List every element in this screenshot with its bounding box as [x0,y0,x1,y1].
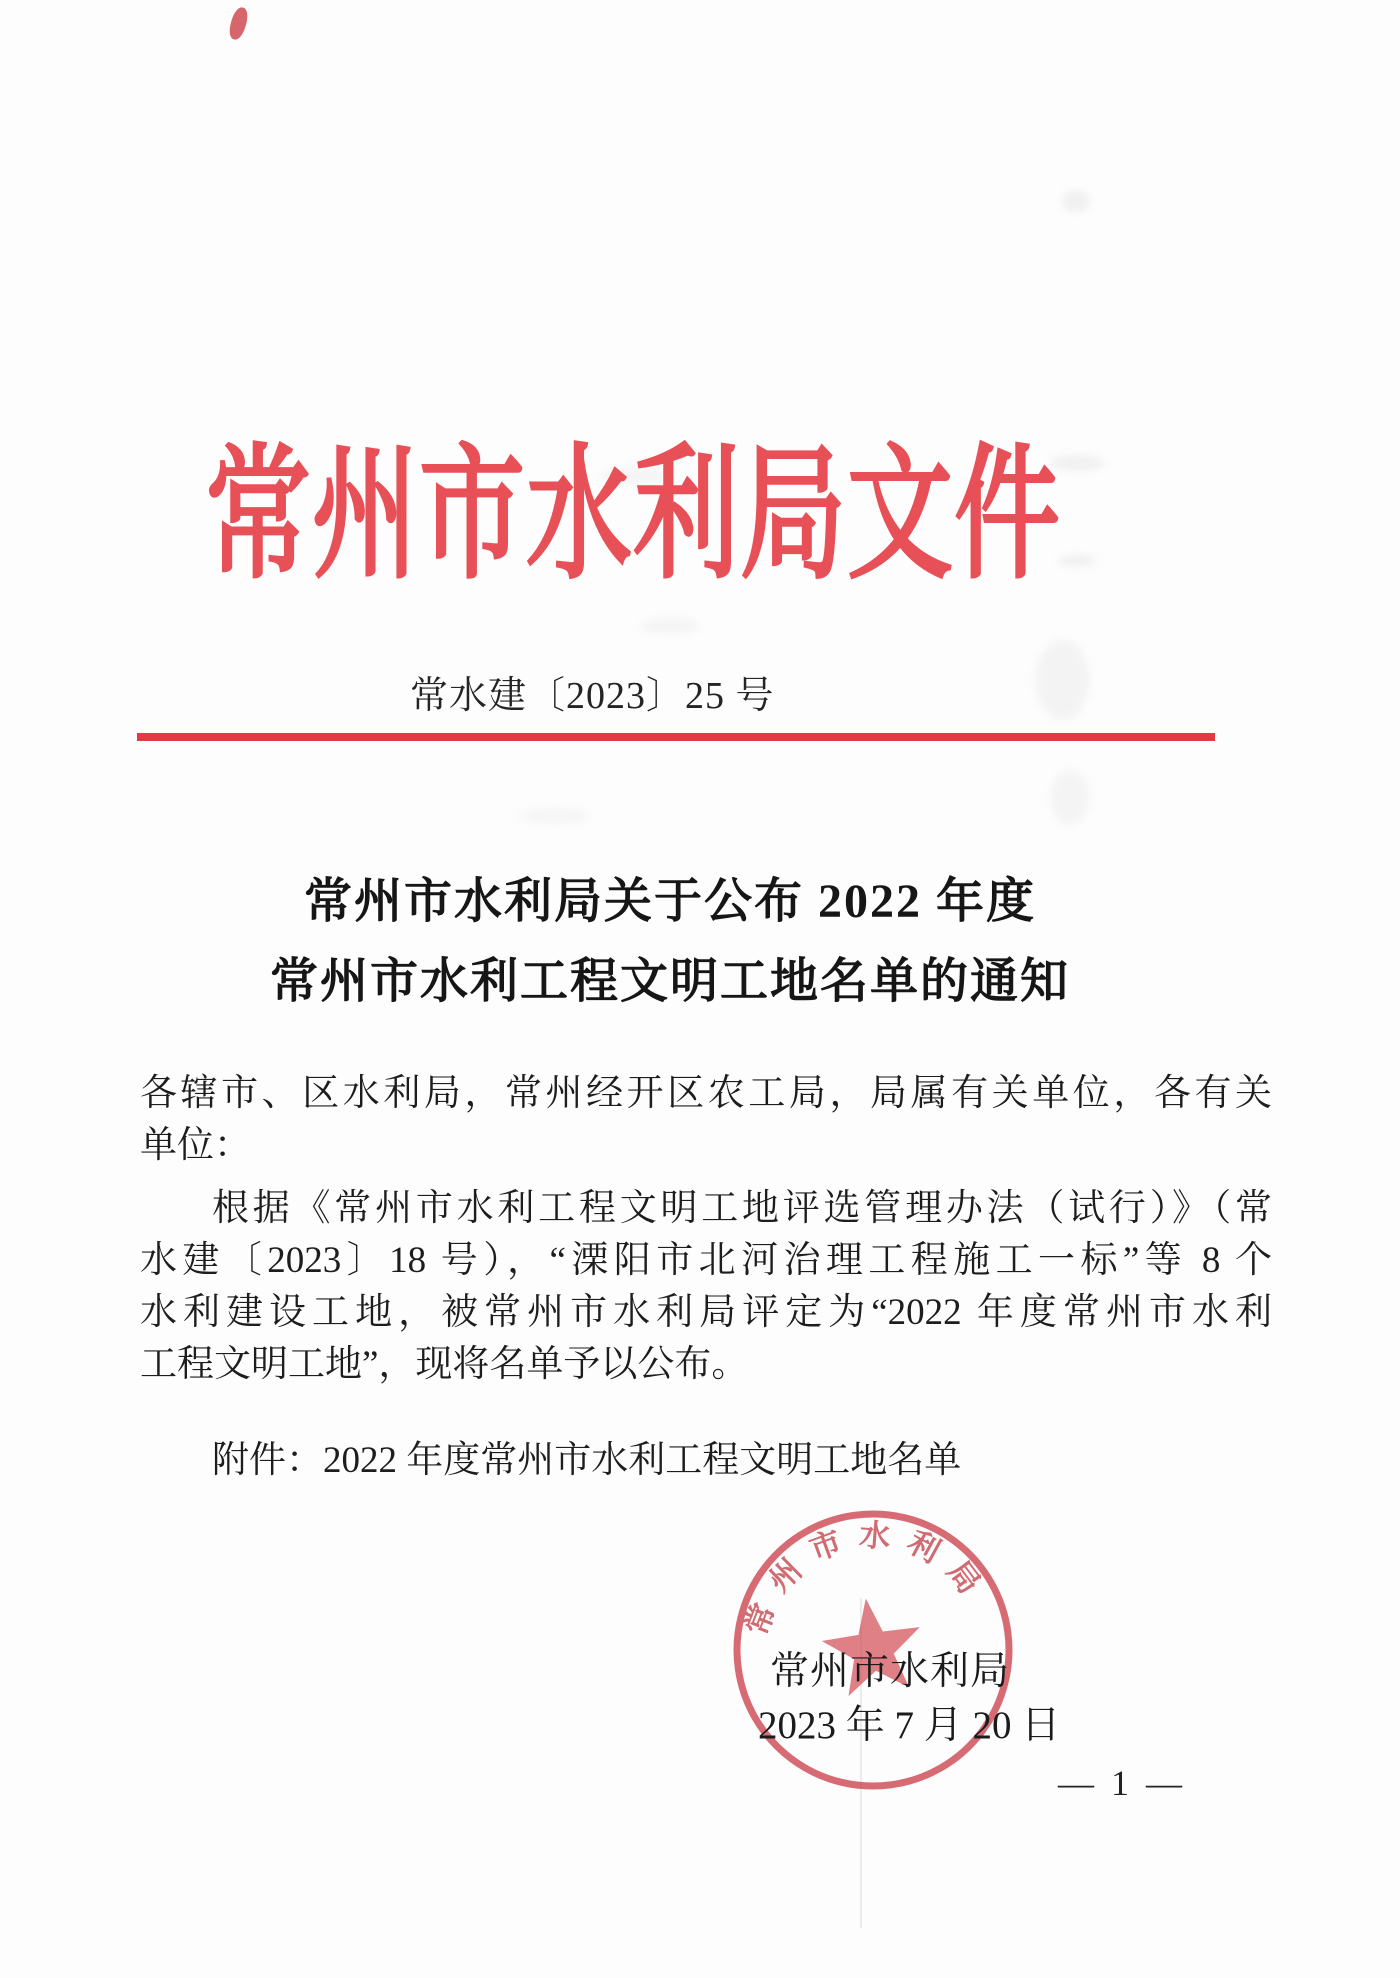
paper-bleedthrough-smudge [520,808,590,824]
body-paragraph-line: 工程文明工地”，现将名单予以公布。 [140,1344,749,1385]
salutation-line: 各辖市、区水利局，常州经开区农工局，局属有关单位，各有关 [140,1073,1272,1114]
red-ink-mark [227,6,251,42]
paper-bleedthrough-smudge [1062,190,1090,212]
document-title [90,862,1250,1022]
signing-organization: 常州市水利局 [770,1650,1011,1693]
document-title-line2: 常州市水利工程文明工地名单的通知 [269,955,1070,1008]
body-paragraph-line: 根据《常州市水利工程文明工地评选管理办法（试行）》（常 [212,1188,1272,1229]
document-number: 常水建〔2023〕25 号 [410,675,775,717]
paper-bleedthrough-smudge [1035,640,1090,720]
attachment-reference: 附件：2022 年度常州市水利工程文明工地名单 [212,1440,962,1481]
page-number: — 1 — [1058,1763,1186,1803]
salutation-line: 单位： [140,1125,251,1166]
letterhead-banner: 常州市水利局文件 [205,435,1061,597]
paper-bleedthrough-smudge [1058,555,1096,567]
seal-arc-text: 常州市水利局 [738,1517,997,1640]
document-title-line1: 常州市水利局关于公布 2022 年度 [303,875,1036,928]
signature-date: 2023 年 7 月 20 日 [758,1704,1061,1747]
body-paragraph-line: 水建〔2023〕18 号），“溧阳市北河治理工程施工一标”等 8 个 [140,1240,1272,1281]
red-separator-line [137,733,1215,741]
body-paragraph-line: 水利建设工地，被常州市水利局评定为“2022 年度常州市水利 [140,1292,1272,1333]
paper-bleedthrough-smudge [1050,770,1090,825]
document-body [140,1068,1272,1487]
paper-bleedthrough-smudge [640,618,700,634]
